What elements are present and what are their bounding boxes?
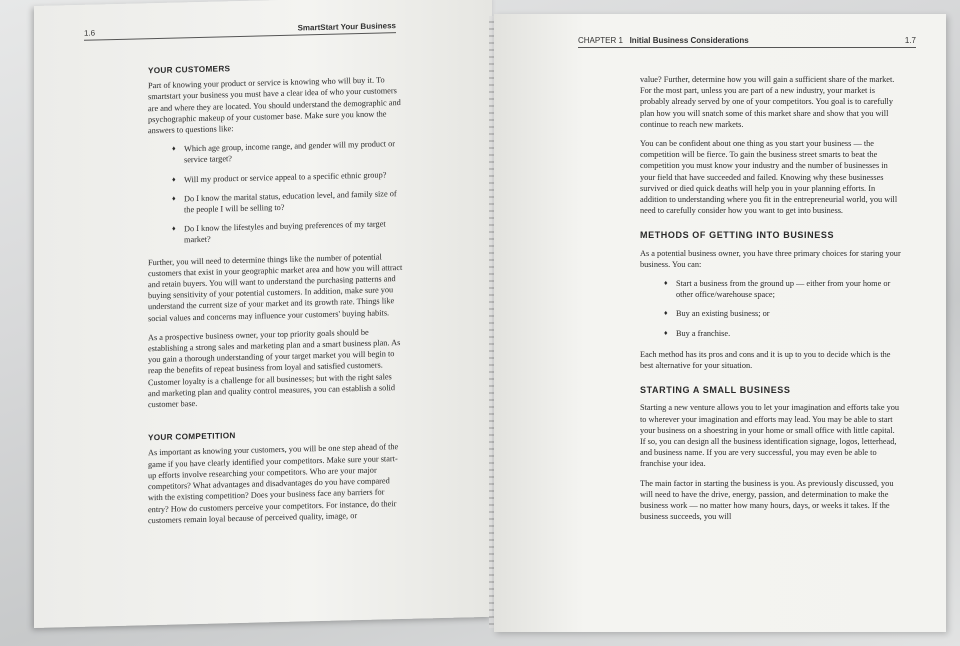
- list-item: ♦ Do I know the marital status, education level, and family size of the people I will be selling to?: [172, 188, 404, 216]
- heading-your-competition: YOUR COMPETITION: [148, 431, 236, 443]
- right-page-header: [578, 36, 916, 48]
- paragraph: The main factor in starting the business is you. As previously discussed, you will need to have the drive, energy, passion, and determination to make the business work — no matter how many hours, days, or weeks it takes. If the business succeeds, you will: [640, 478, 894, 522]
- paragraph: Further, you will need to determine things like the number of potential customers that exist in your geographic market area and how you will attract and retain buyers. You will want to understand the purchasing patterns and buying sensitivity of your potential customers. In addition, make sure you understand the current size of your market and its growth rate. Things like social values and concerns may influence your customers' buying habits.: [148, 252, 403, 323]
- heading-methods: METHODS OF GETTING INTO BUSINESS: [640, 230, 835, 241]
- left-page: [34, 0, 492, 628]
- list-item: ♦ Buy a franchise.: [664, 328, 902, 339]
- list-item: ♦ Will my product or service appeal to a specific ethnic group?: [172, 169, 404, 186]
- right-running-head: Initial Business Considerations: [629, 36, 749, 45]
- left-page-number: 1.6: [84, 28, 96, 38]
- left-running-head: SmartStart Your Business: [297, 21, 396, 33]
- heading-starting-small-business: STARTING A SMALL BUSINESS: [640, 385, 791, 396]
- paragraph: Starting a new venture allows you to let your imagination and efforts take you to wherever your imagination and efforts may lead. You may be able to start your business on a shoestring in your home or small office with little capital. If so, you can design all the business identification signage, logos, letterhead, and business name. If you are very successful, you may even be able to franchise your idea.: [640, 403, 900, 469]
- chapter-heading: [578, 36, 749, 45]
- customer-questions-list: [172, 138, 404, 246]
- chapter-label: CHAPTER 1: [578, 36, 623, 45]
- list-item: ♦ Which age group, income range, and gender will my product or service target?: [172, 138, 404, 166]
- list-item: ♦ Do I know the lifestyles and buying preferences of my target market?: [172, 218, 404, 246]
- left-page-header: [84, 21, 396, 41]
- left-page-content: [148, 55, 404, 534]
- paragraph: As a prospective business owner, your top priority goals should be establishing a strong sales and marketing plan and a smart business plan. As you gain a thorough understanding of your target market you will begin to reap the benefits of repeat business from loyal and satisfied customers. Customer loyalty is a challenge for all businesses; but with the right sales and marketing plan and quality control measures, you can establish a solid customer base.: [148, 327, 401, 410]
- paragraph: You can be confident about one thing as you start your business — the competition will be fierce. To gain the business street smarts to beat the competition you must know your industry and the number of businesses in your field that have succeeded and failed. Knowing why these businesses survived or died quick deaths will help you in your planning efforts. In addition to understanding where you fit in the entrepreneurial world, you will need to carefully consider how you want to get into business.: [640, 139, 898, 216]
- paragraph: value? Further, determine how you will gain a sufficient share of the market. For the most part, unless you are part of a new industry, your market is probably already served by one of your competitors. You goal is to carefully plan how you will snatch some of this market share and show that you will continue to reach new markets.: [640, 75, 895, 129]
- paragraph: As important as knowing your customers, you will be one step ahead of the game if you have clearly identified your competitors. Make sure your start-up efforts involve researching your competitors. Who are your major competitors? What advantages and disadvantages do you have compared with the existing competition? Does your business face any barriers for entry? How do customers perceive your competitors. For instance, do their customers remain loyal because of perceived quality, image, or: [148, 442, 399, 525]
- paragraph: As a potential business owner, you have three primary choices for staring your business. You can:: [640, 248, 901, 269]
- list-item: ♦ Buy an existing business; or: [664, 308, 902, 319]
- paragraph: Part of knowing your product or service is knowing who will buy it. To smartstart your business you must have a clear idea of who your customers are and where they are located. You should understand the demographic and psychographic makeup of your customer base. Make sure you know the answers to questions like:: [148, 75, 401, 136]
- right-page-content: [640, 74, 902, 531]
- paragraph: Each method has its pros and cons and it is up to you to decide which is the best alternative for your situation.: [640, 349, 891, 371]
- right-page: [494, 14, 946, 632]
- heading-your-customers: YOUR CUSTOMERS: [148, 64, 231, 76]
- list-item: ♦ Start a business from the ground up — either from your home or other office/warehouse space;: [664, 278, 902, 300]
- right-page-number: 1.7: [904, 36, 916, 45]
- methods-list: [664, 278, 902, 339]
